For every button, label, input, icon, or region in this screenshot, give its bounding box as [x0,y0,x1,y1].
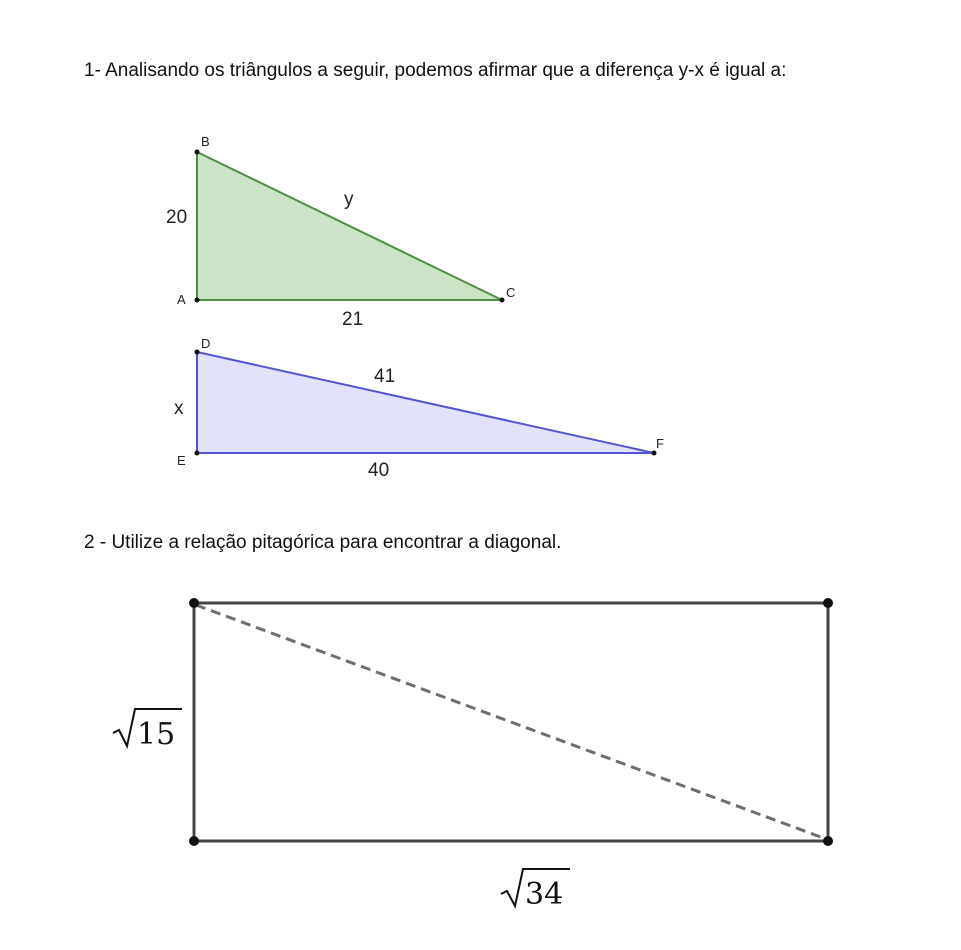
triangle-def [174,336,664,481]
triangle-abc [166,134,515,330]
height-sqrt-label [113,709,182,752]
side-bc-label: y [344,189,354,210]
corner-bottom-left-point [189,836,199,846]
rectangle-figure [113,598,833,912]
corner-top-right-point [823,598,833,608]
side-de-label: x [174,398,184,419]
side-df-label: 41 [374,366,396,387]
question-1-text: 1- Analisando os triângulos a seguir, podemos afirmar que a diferença y-x é igual a: [84,60,787,81]
side-ef-label: 40 [368,460,390,481]
vertex-d-point [195,350,200,355]
side-ac-label: 21 [342,309,364,330]
rectangle-diagonal [196,605,826,839]
vertex-c-label: C [506,285,516,300]
vertex-b-label: B [201,134,210,149]
vertex-e-point [195,451,200,456]
question-2-text: 2 - Utilize a relação pitagórica para encontrar a diagonal. [84,532,562,553]
corner-top-left-point [189,598,199,608]
height-radicand: 15 [137,717,176,752]
vertex-e-label: E [177,453,186,468]
vertex-b-point [195,150,200,155]
width-sqrt-label [501,869,570,912]
vertex-a-point [195,298,200,303]
side-ab-label: 20 [166,207,188,228]
vertex-f-label: F [656,436,664,451]
corner-bottom-right-point [823,836,833,846]
triangle-abc-shape [197,152,502,300]
vertex-c-point [500,298,505,303]
width-radicand: 34 [525,877,564,912]
vertex-d-label: D [201,336,211,351]
vertex-f-point [652,451,657,456]
vertex-a-label: A [177,292,186,307]
triangle-def-shape [197,352,654,453]
